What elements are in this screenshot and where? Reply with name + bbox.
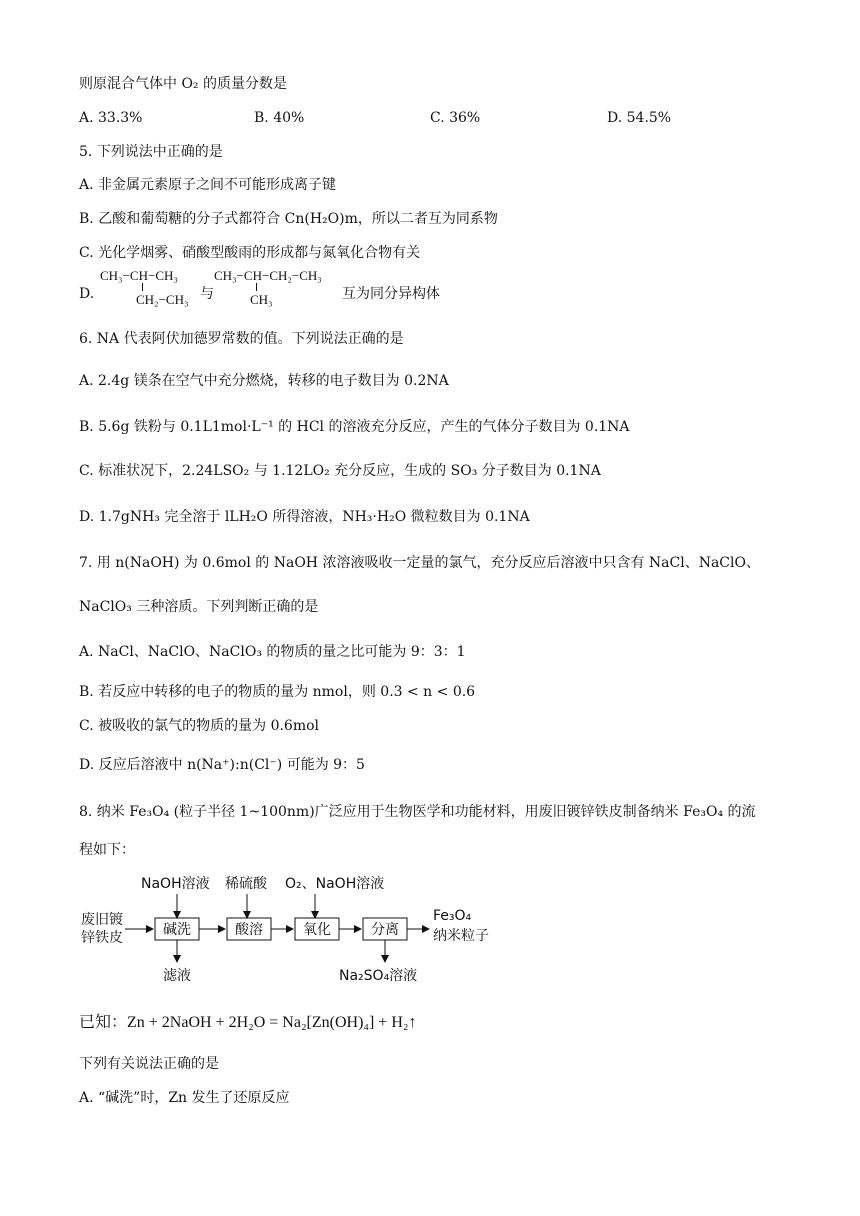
structure-1-bond — [142, 283, 143, 291]
q7-stem-line1: 7. 用 n(NaOH) 为 0.6mol 的 NaOH 浓溶液吸收一定量的氯气，充分反应后溶液中只含有 NaCl、NaClO、 — [79, 555, 760, 571]
structure-1-main-chain: CH₃−CH−CH₃ — [100, 268, 178, 283]
q8-known-equation: 已知：Zn + 2NaOH + 2H₂O = Na₂[Zn(OH)₄] + H₂↑ — [79, 1014, 417, 1031]
structure-2-main-chain: CH₃−CH−CH₂−CH₃ — [214, 268, 322, 283]
q4-option-d: D. 54.5% — [607, 110, 672, 126]
structure-2-branch: CH₃ — [250, 292, 273, 307]
step-3-label: 氧化 — [303, 922, 331, 938]
q5-structure-1 — [100, 268, 189, 307]
q4-option-c: C. 36% — [430, 110, 481, 126]
q5-stem: 5. 下列说法中正确的是 — [79, 144, 223, 160]
q8-stem-line1: 8. 纳米 Fe₃O₄ (粒子半径 1~100nm)广泛应用于生物医学和功能材料，用废旧镀锌铁皮制备纳米 Fe₃O₄ 的流 — [79, 804, 756, 820]
q5-option-b: B. 乙酸和葡萄糖的分子式都符合 Cn(H₂O)m，所以二者互为同系物 — [79, 211, 498, 227]
process-flow-diagram — [79, 868, 519, 988]
q5-option-d-label: D. — [79, 286, 95, 302]
q5-structure-2 — [214, 268, 322, 307]
q7-option-d: D. 反应后溶液中 n(Na⁺):n(Cl⁻) 可能为 9：5 — [79, 757, 365, 773]
reagent-oxidant-label: O₂、NaOH溶液 — [285, 876, 385, 892]
q7-stem-line2: NaClO₃ 三种溶质。下列判断正确的是 — [79, 599, 319, 615]
structure-2-bond — [256, 283, 257, 291]
q6-option-d: D. 1.7gNH₃ 完全溶于 lLH₂O 所得溶液，NH₃·H₂O 微粒数目为 0.1NA — [79, 509, 530, 525]
input-label-line2: 锌铁皮 — [81, 930, 123, 946]
q7-option-c: C. 被吸收的氯气的物质的量为 0.6mol — [79, 718, 320, 734]
reagent-naoh-label: NaOH溶液 — [141, 876, 210, 892]
q4-option-b: B. 40% — [254, 110, 305, 126]
waste-sulfate-label: Na₂SO₄溶液 — [339, 968, 418, 984]
q4-stem: 则原混合气体中 O₂ 的质量分数是 — [79, 76, 287, 92]
q8-stem-line2: 程如下： — [79, 842, 135, 858]
q7-option-a: A. NaCl、NaClO、NaClO₃ 的物质的量之比可能为 9：3：1 — [79, 644, 466, 660]
q5-option-d-and: 与 — [200, 286, 214, 302]
step-4-label: 分离 — [371, 922, 399, 938]
q8-question: 下列有关说法正确的是 — [79, 1056, 219, 1072]
structure-1-branch: CH₂−CH₃ — [136, 292, 189, 307]
q7-option-b: B. 若反应中转移的电子的物质的量为 nmol，则 0.3 < n < 0.6 — [79, 684, 476, 700]
waste-filtrate-label: 滤液 — [163, 968, 191, 984]
input-label-line1: 废旧镀 — [81, 912, 123, 928]
q8-option-a: A. “碱洗”时，Zn 发生了还原反应 — [79, 1090, 290, 1106]
step-2-label: 酸溶 — [235, 922, 263, 938]
q5-option-d-text: 互为同分异构体 — [342, 286, 440, 302]
reagent-acid-label: 稀硫酸 — [225, 876, 267, 892]
product-label-line1: Fe₃O₄ — [433, 908, 472, 924]
product-label-line2: 纳米粒子 — [433, 928, 489, 944]
q5-option-c: C. 光化学烟雾、硝酸型酸雨的形成都与氮氧化合物有关 — [79, 245, 421, 261]
q4-option-a: A. 33.3% — [79, 110, 143, 126]
q6-option-b: B. 5.6g 铁粉与 0.1L1mol·L⁻¹ 的 HCl 的溶液充分反应，产生的气体分子数目为 0.1NA — [79, 419, 630, 435]
step-1-label: 碱洗 — [163, 922, 191, 938]
q6-option-a: A. 2.4g 镁条在空气中充分燃烧，转移的电子数目为 0.2NA — [79, 373, 449, 389]
q6-option-c: C. 标准状况下，2.24LSO₂ 与 1.12LO₂ 充分反应，生成的 SO₃ 分子数目为 0.1NA — [79, 463, 601, 479]
q6-stem: 6. NA 代表阿伏加德罗常数的值。下列说法正确的是 — [79, 331, 404, 347]
q5-option-a: A. 非金属元素原子之间不可能形成离子键 — [79, 177, 337, 193]
